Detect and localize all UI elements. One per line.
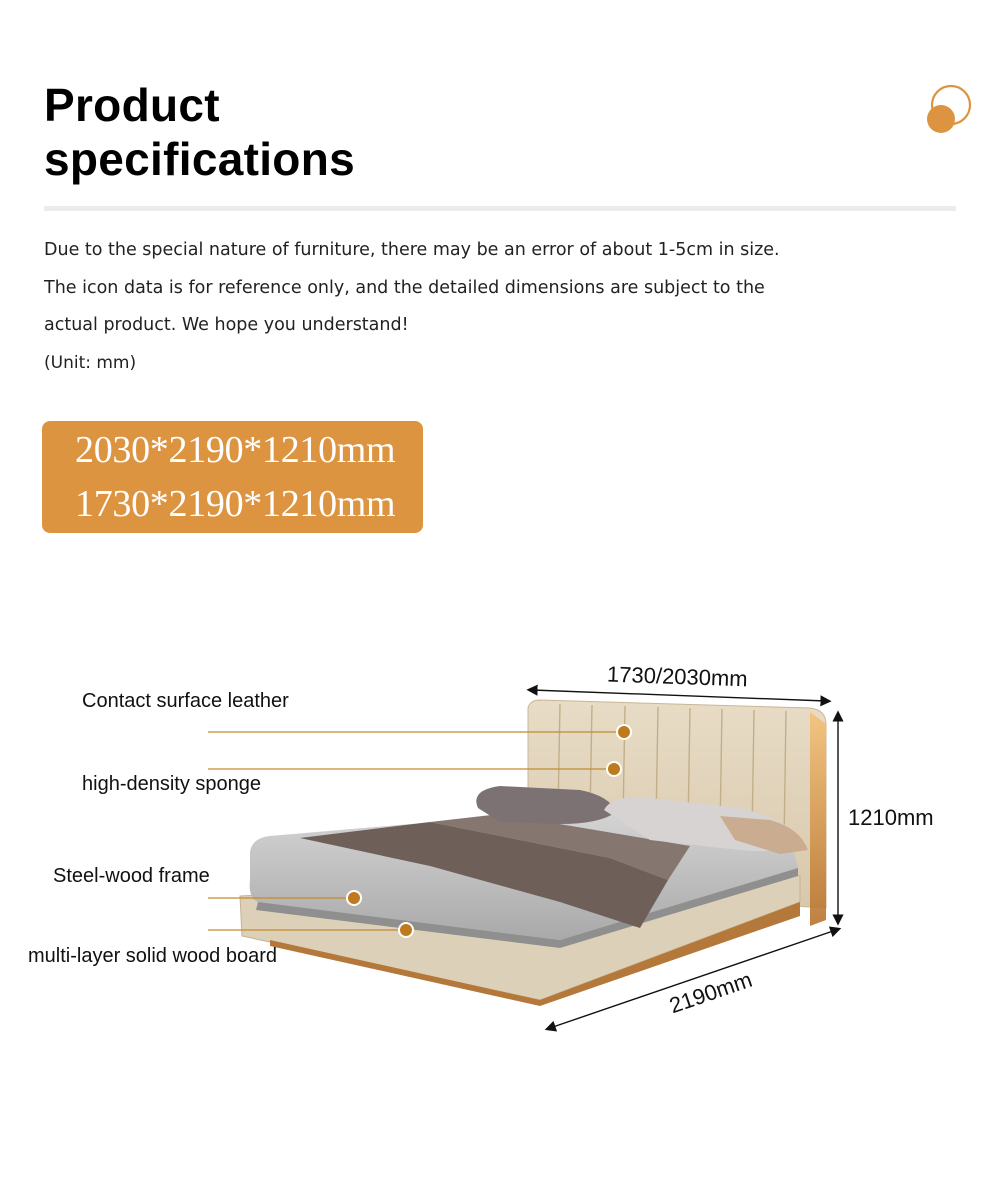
label-frame: Steel-wood frame [53,865,210,887]
length-dimension: 2190mm [666,966,756,1019]
unit-note: (Unit: mm) [44,352,137,373]
divider [44,206,956,211]
notice-line-1: Due to the special nature of furniture, there may be an error of about 1-5cm in size. [44,240,780,260]
size-option-1: 2030*2190*1210mm [75,429,396,471]
bed-diagram [0,640,1000,1060]
label-board: multi-layer solid wood board [28,945,278,967]
notice-line-2: The icon data is for reference only, and the detailed dimensions are subject to the [44,277,765,298]
size-option-2: 1730*2190*1210mm [75,483,396,525]
decorative-circles-icon [924,82,974,138]
title-line-1: Product [44,79,220,131]
notice-line-3: actual product. We hope you understand! [44,315,409,335]
width-dimension: 1730/2030mm [606,661,749,692]
label-leather: Contact surface leather [82,690,289,712]
size-notice [44,232,844,381]
label-sponge: high-density sponge [82,773,262,795]
title-line-2: specifications [44,133,355,185]
size-options-box [42,421,423,533]
page-title [44,78,644,186]
height-dimension: 1210mm [848,805,934,830]
